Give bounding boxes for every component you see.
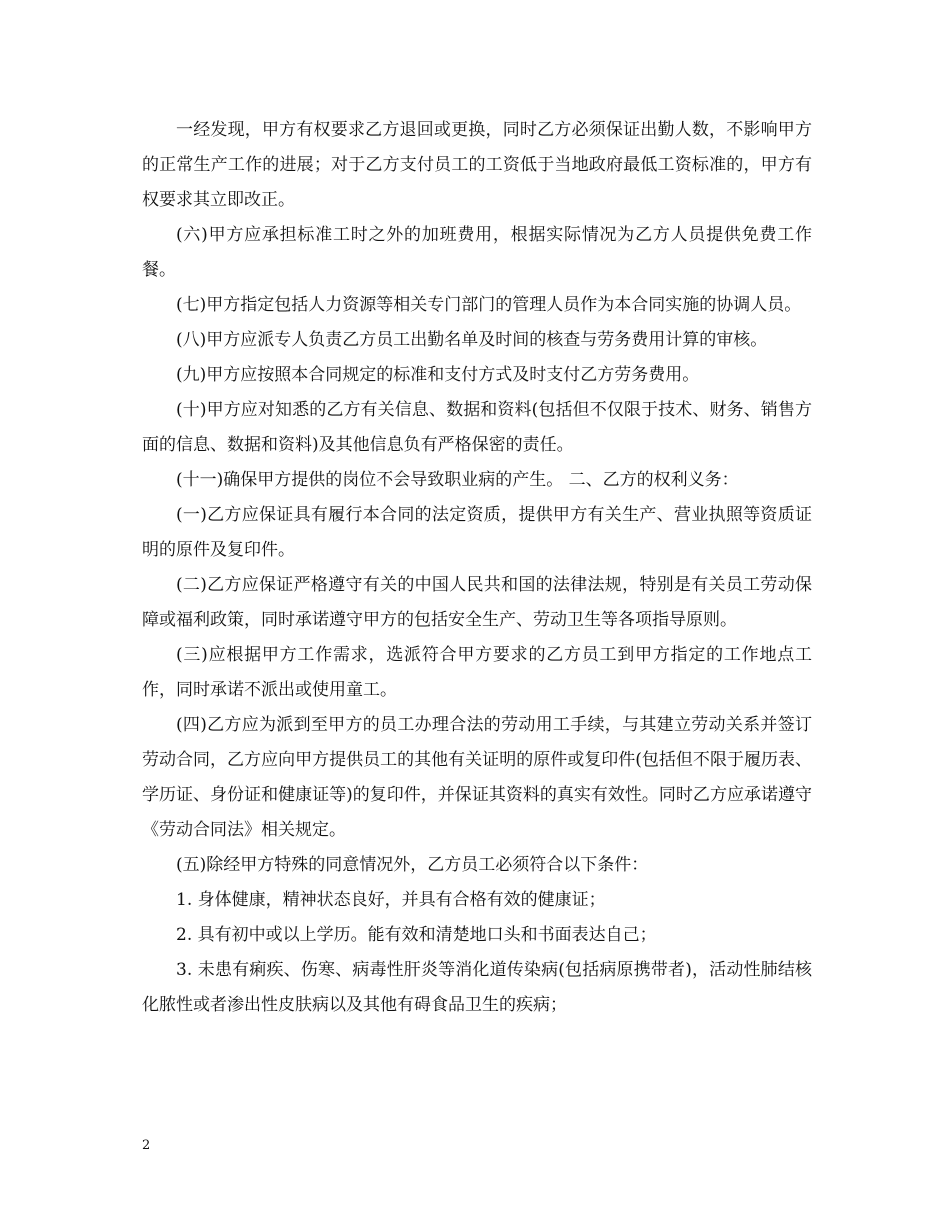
paragraph: (三)应根据甲方工作需求，选派符合甲方要求的乙方员工到甲方指定的工作地点工作，同时承诺不派出或使用童工。 — [142, 645, 812, 700]
paragraph: (十)甲方应对知悉的乙方有关信息、数据和资料(包括但不仅限于技术、财务、销售方面的信息、数据和资料)及其他信息负有严格保密的责任。 — [142, 400, 812, 455]
paragraph: (七)甲方指定包括人力资源等相关专门部门的管理人员作为本合同实施的协调人员。 — [176, 295, 802, 315]
paragraph: (十一)确保甲方提供的岗位不会导致职业病的产生。 二、乙方的权利义务： — [176, 470, 739, 490]
paragraph: (六)甲方应承担标准工时之外的加班费用，根据实际情况为乙方人员提供免费工作餐。 — [142, 225, 812, 280]
list-item: 3. 未患有痢疾、伤寒、病毒性肝炎等消化道传染病(包括病原携带者)，活动性肺结核化脓性或者渗出性皮肤病以及其他有碍食品卫生的疾病； — [142, 960, 812, 1015]
paragraph: (二)乙方应保证严格遵守有关的中国人民共和国的法律法规，特别是有关员工劳动保障或福利政策，同时承诺遵守甲方的包括安全生产、劳动卫生等各项指导原则。 — [142, 575, 812, 630]
list-item: 2. 具有初中或以上学历。能有效和清楚地口头和书面表达自己； — [176, 925, 657, 945]
paragraph: (八)甲方应派专人负责乙方员工出勤名单及时间的核查与劳务费用计算的审核。 — [176, 330, 768, 350]
list-item: 1. 身体健康，精神状态良好，并具有合格有效的健康证； — [176, 890, 606, 910]
paragraph: (五)除经甲方特殊的同意情况外，乙方员工必须符合以下条件： — [176, 855, 649, 875]
page-number: 2 — [142, 1138, 151, 1153]
document-body — [142, 113, 812, 1023]
paragraph: 一经发现，甲方有权要求乙方退回或更换，同时乙方必须保证出勤人数，不影响甲方的正常生产工作的进展；对于乙方支付员工的工资低于当地政府最低工资标准的，甲方有权要求其立即改正。 — [142, 120, 812, 210]
paragraph: (一)乙方应保证具有履行本合同的法定资质，提供甲方有关生产、营业执照等资质证明的原件及复印件。 — [142, 505, 812, 560]
paragraph: (四)乙方应为派到至甲方的员工办理合法的劳动用工手续，与其建立劳动关系并签订劳动合同，乙方应向甲方提供员工的其他有关证明的原件或复印件(包括但不限于履历表、学历证、身份证和健康证等)的复印件，并保证其资料的真实有效性。同时乙方应承诺遵守《劳动合同法》相关规定。 — [142, 715, 812, 840]
paragraph: (九)甲方应按照本合同规定的标准和支付方式及时支付乙方劳务费用。 — [176, 365, 700, 385]
